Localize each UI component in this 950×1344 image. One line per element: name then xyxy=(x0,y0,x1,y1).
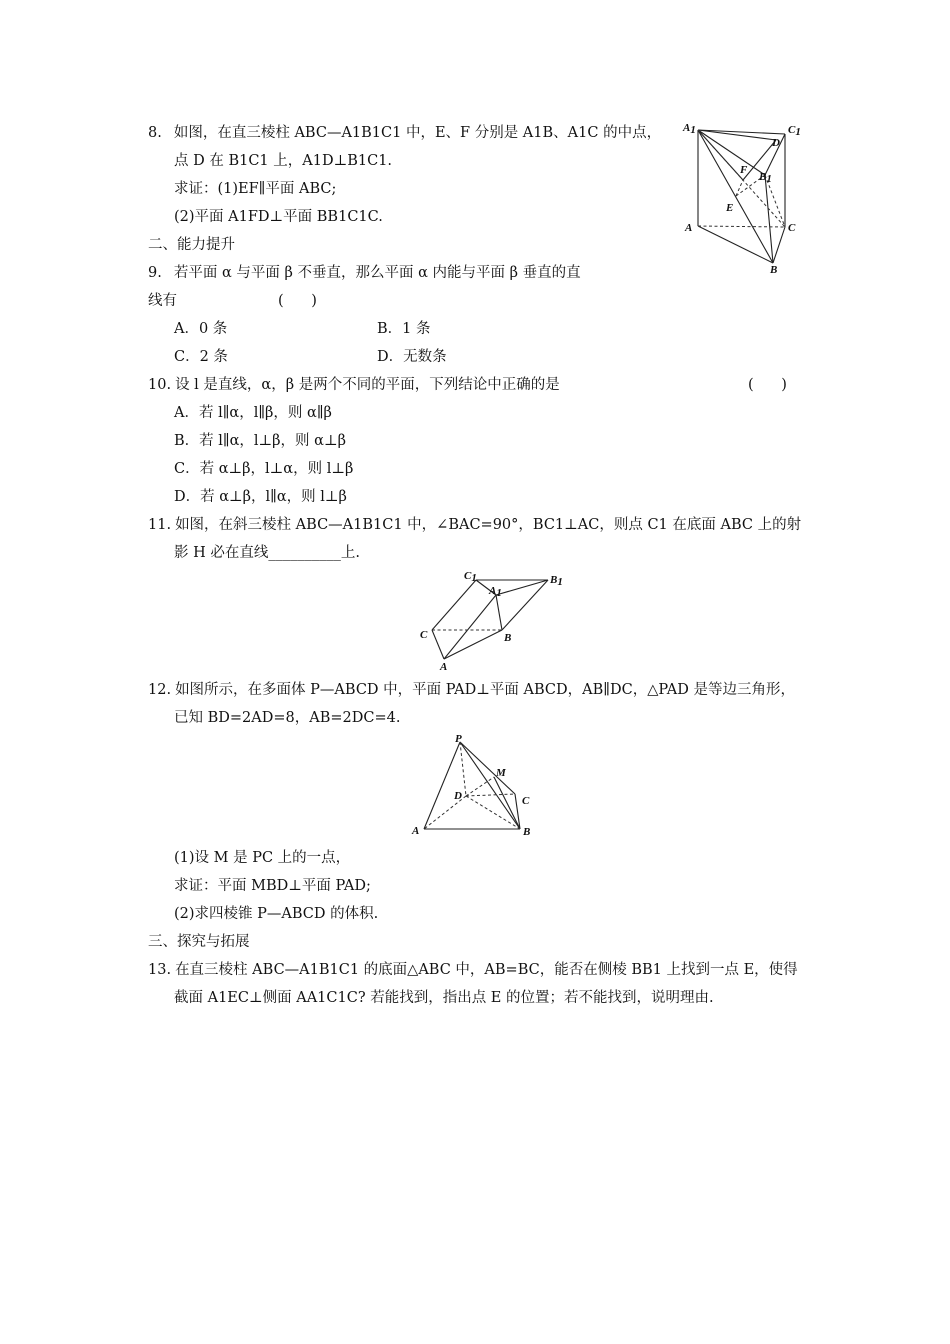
q13-number: 13. xyxy=(148,962,172,978)
q10-option-b: B．若 l∥α，l⊥β，则 α⊥β xyxy=(174,433,346,449)
fig1-label-C1: C1 xyxy=(788,124,801,138)
fig3-label-P: P xyxy=(455,733,462,745)
q12-line-1 xyxy=(148,680,795,700)
q10-number: 10. xyxy=(148,377,172,393)
q8-text-1: 如图，在直三棱柱 ABC—A1B1C1 中，E、F 分别是 A1B、A1C 的中点， xyxy=(173,125,662,141)
q9-text-2: 线有 xyxy=(148,293,177,309)
q12-line-5: (2)求四棱锥 P—ABCD 的体积. xyxy=(174,906,379,922)
q13-line-2: 截面 A1EC⊥侧面 AA1C1C? 若能找到，指出点 E 的位置；若不能找到，说明理由. xyxy=(174,990,714,1006)
fig2-label-A1: A1 xyxy=(489,585,502,599)
q9-number: 9. xyxy=(148,265,162,281)
fig1-label-C: C xyxy=(788,222,796,234)
q8-number: 8. xyxy=(148,125,162,141)
q9-option-b: B．1 条 xyxy=(377,321,431,337)
fig1-label-B: B xyxy=(770,264,778,276)
fig2-label-C1: C1 xyxy=(464,570,477,584)
fig1-label-A: A xyxy=(685,222,693,234)
q11-line-2: 影 H 必在直线__________上. xyxy=(174,545,360,561)
q12-text-1: 如图所示，在多面体 P—ABCD 中，平面 PAD⊥平面 ABCD，AB∥DC，△PAD 是等边三角形， xyxy=(175,682,795,698)
fig2-label-C: C xyxy=(420,629,428,641)
q12-line-4: 求证：平面 MBD⊥平面 PAD; xyxy=(174,878,371,894)
q8-line-4: (2)平面 A1FD⊥平面 BB1C1C. xyxy=(174,209,383,225)
q9-option-d: D．无数条 xyxy=(377,349,447,365)
q10-answer-paren: ( ) xyxy=(748,377,787,393)
q9-text-1: 若平面 α 与平面 β 不垂直，那么平面 α 内能与平面 β 垂直的直 xyxy=(173,265,581,281)
q10-option-c: C．若 α⊥β，l⊥α，则 l⊥β xyxy=(174,461,354,477)
q12-number: 12. xyxy=(148,682,172,698)
q11-number: 11. xyxy=(148,517,172,533)
q10-option-a: A．若 l∥α，l∥β，则 α∥β xyxy=(174,405,332,421)
q8-line-3: 求证：(1)EF∥平面 ABC; xyxy=(174,181,337,197)
section-title-2: 二、能力提升 xyxy=(148,237,235,253)
q11-line-1 xyxy=(148,515,801,535)
fig3-label-C: C xyxy=(522,795,530,807)
q11-text-1: 如图，在斜三棱柱 ABC—A1B1C1 中，∠BAC=90°，BC1⊥AC，则点 C1 在底面 ABC 上的射 xyxy=(175,517,802,533)
q9-line-2 xyxy=(148,291,317,311)
q13-text-1: 在直三棱柱 ABC—A1B1C1 的底面△ABC 中，AB=BC，能否在侧棱 BB1 上找到一点 E，使得 xyxy=(175,962,798,978)
fig3-label-A: A xyxy=(412,825,420,837)
fig2-label-B1: B1 xyxy=(550,574,563,588)
q9-option-a: A．0 条 xyxy=(174,321,228,337)
q9-option-c: C．2 条 xyxy=(174,349,228,365)
fig2-label-B: B xyxy=(504,632,512,644)
q8-line-2: 点 D 在 B1C1 上，A1D⊥B1C1. xyxy=(174,153,393,169)
fig1-label-B1: B1 xyxy=(759,171,772,185)
q10-stem: 设 l 是直线，α，β 是两个不同的平面，下列结论中正确的是 xyxy=(175,377,560,393)
q12-line-2: 已知 BD=2AD=8，AB=2DC=4. xyxy=(174,710,401,726)
fig3-label-M: M xyxy=(496,767,506,779)
q9-answer-paren: ( ) xyxy=(278,293,317,309)
q13-line-1 xyxy=(148,960,798,980)
q10-option-d: D．若 α⊥β，l∥α，则 l⊥β xyxy=(174,489,347,505)
figure-right-prism xyxy=(680,118,801,276)
q12-line-3: (1)设 M 是 PC 上的一点， xyxy=(174,850,351,866)
fig3-label-D: D xyxy=(454,790,462,802)
q8-line-1 xyxy=(148,123,661,143)
fig1-label-A1: A1 xyxy=(683,122,696,136)
fig1-label-F: F xyxy=(740,164,748,176)
figure-oblique-prism xyxy=(416,568,576,672)
q10-line-1 xyxy=(148,375,560,395)
fig1-label-D: D xyxy=(772,137,780,149)
fig1-label-E: E xyxy=(726,202,734,214)
q9-line-1 xyxy=(148,263,581,283)
fig2-label-A: A xyxy=(440,661,448,673)
figure-pyramid xyxy=(410,734,540,842)
fig3-label-B: B xyxy=(523,826,531,838)
section-title-3: 三、探究与拓展 xyxy=(148,934,250,950)
